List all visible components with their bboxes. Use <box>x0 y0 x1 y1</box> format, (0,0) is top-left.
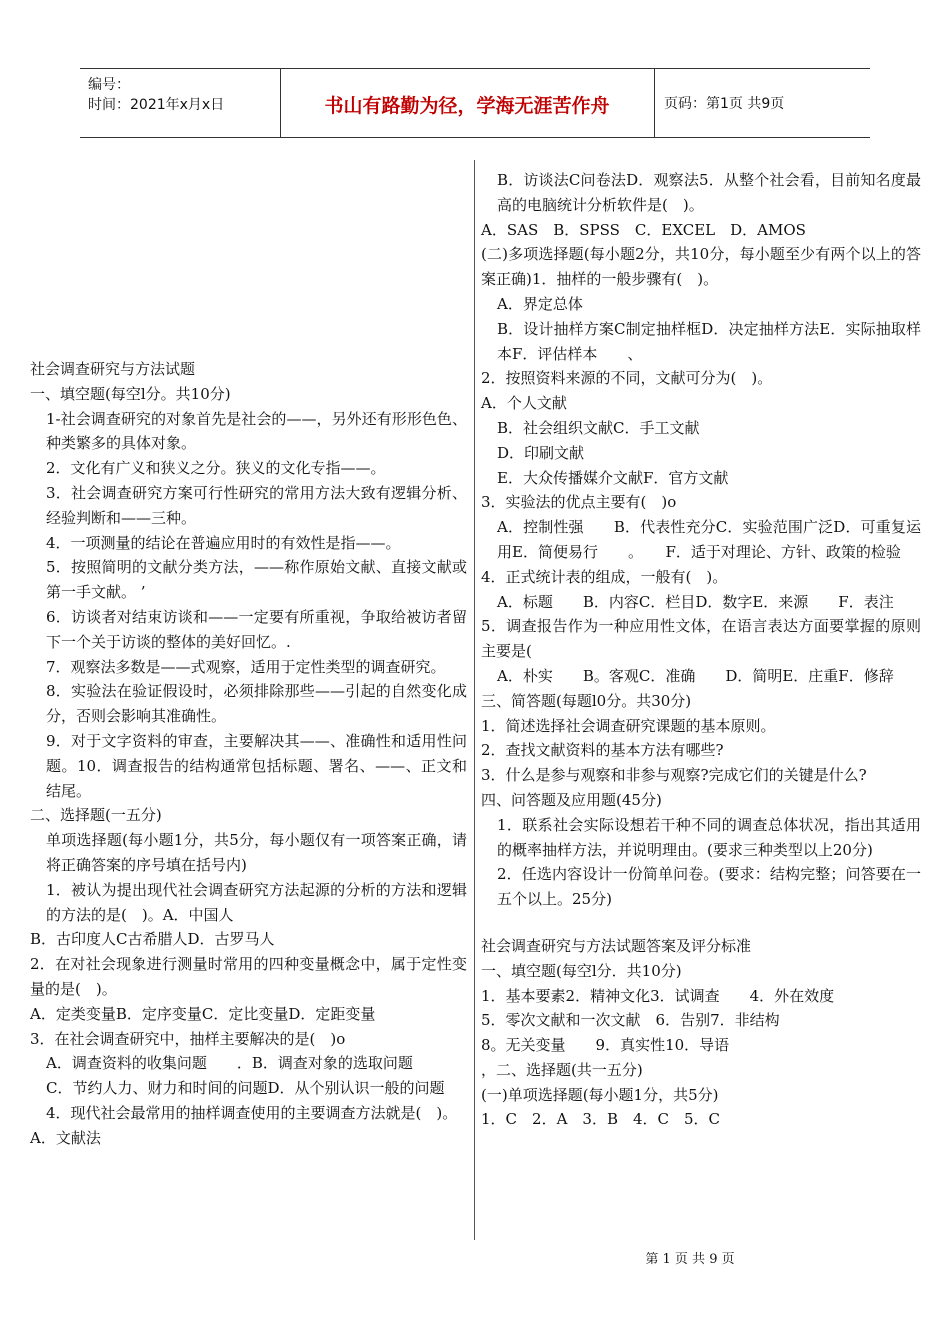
section-heading: 三、简答题(每题l0分。共30分) <box>481 691 692 710</box>
question-text: 9．对于文字资料的审查，主要解决其——、准确性和适用性问题。10．调查报告的结构通常包括标题、署名、——、正文和结尾。 <box>46 731 467 800</box>
answer-text: 5．零次文献和一次文献 6．告别7．非结构 <box>481 1011 780 1030</box>
options-text: A．控制性强 B．代表性充分C．实验范围广泛D．可重复运用E．简便易行 。 F．适于对理论、方针、政策的检验 <box>497 518 921 561</box>
options-text: A．调查资料的收集问题 ．B．调查对象的选取问题 <box>46 1054 413 1073</box>
question-text: 3．什么是参与观察和非参与观察?完成它们的关键是什么? <box>481 766 867 785</box>
question-text: 3．社会调查研究方案可行性研究的常用方法大致有逻辑分析、经验判断和——三种。 <box>46 483 467 527</box>
options-text: C．节约人力、财力和时间的问题D．从个别认识一般的问题 <box>46 1079 445 1098</box>
document-time-label: 时间：2021年x月x日 <box>88 97 225 113</box>
question-text: 2．查找文献资料的基本方法有哪些? <box>481 741 724 760</box>
question-text: 6．访谈者对结束访谈和——一定要有所重视，争取给被访者留下一个关于访谈的整体的美好回忆。. <box>46 607 467 651</box>
question-text: 2．任选内容设计一份简单问卷。(要求：结构完整；问答要在一五个以上。25分) <box>497 865 921 909</box>
page-header <box>80 68 870 138</box>
instruction-text: 单项选择题(每小题1分，共5分，每小题仅有一项答案正确，请将正确答案的序号填在括号内) <box>46 831 467 874</box>
options-text: A．文献法 <box>30 1128 101 1147</box>
question-text: 8．实验法在验证假设时，必须排除那些——引起的自然变化成分，否则会影响其准确性。 <box>46 682 467 726</box>
exam-title: 社会调查研究与方法试题 <box>30 360 196 378</box>
question-text: 2．按照资料来源的不同，文献可分为( )。 <box>481 369 773 388</box>
header-divider <box>654 69 655 137</box>
question-text: 2．文化有广义和狭义之分。狭义的文化专指——。 <box>46 459 386 478</box>
answer-text: 1．C 2．A 3．B 4．C 5．C <box>481 1110 721 1129</box>
question-text: 7．观察法多数是——式观察，适用于定性类型的调查研究。 <box>46 657 446 676</box>
options-text: D．印刷文献 <box>497 443 585 462</box>
answer-text: 1．基本要素2．精神文化3．试调查 4．外在效度 <box>481 986 835 1005</box>
answer-text: 8。无关变量 9．真实性10．导语 <box>481 1036 730 1055</box>
answer-key-title: 社会调查研究与方法试题答案及评分标准 <box>481 936 752 955</box>
question-text: 4．一项测量的结论在普遍应用时的有效性是指——。 <box>46 533 401 552</box>
options-text: E．大众传播媒介文献F．官方文献 <box>497 468 729 487</box>
header-motto: 书山有路勤为径，学海无涯苦作舟 <box>324 95 610 117</box>
question-text: 5．按照简明的文献分类方法，——称作原始文献、直接文献或第一手文献。 ’ <box>46 558 467 602</box>
right-column <box>481 168 921 1132</box>
options-text: A．标题 B．内容C．栏目D．数字E．来源 F．表注 <box>497 592 894 611</box>
page-footer: 第 1 页 共 9 页 <box>645 1252 735 1267</box>
question-text: 1-社会调查研究的对象首先是社会的——，另外还有形形色色、种类繁多的具体对象。 <box>46 409 467 453</box>
question-text: 3．实验法的优点主要有( )o <box>481 493 677 512</box>
options-text: A．界定总体 <box>497 294 583 313</box>
options-text: B．设计抽样方案C制定抽样框D．决定抽样方法E．实际抽取样本F．评估样本 、 <box>497 319 921 363</box>
question-text: 1．被认为提出现代社会调查研究方法起源的分析的方法和逻辑的方法的是( )。A．中国人 <box>46 880 467 924</box>
options-text: A．个人文献 <box>481 394 567 413</box>
section-heading: 二、选择题(一五分) <box>30 806 162 825</box>
options-text: A．定类变量B．定序变量C．定比变量D．定距变量 <box>30 1004 376 1023</box>
section-heading: ，二、选择题(共一五分) <box>481 1060 643 1079</box>
options-text: A．SAS B．SPSS C．EXCEL D．AMOS <box>481 220 806 239</box>
section-heading: (一)单项选择题(每小题1分，共5分) <box>481 1085 719 1104</box>
section-heading: 一、填空题(每空l分．共10分) <box>481 961 682 980</box>
question-text: 4．正式统计表的组成，一般有( )。 <box>481 567 728 586</box>
options-text: B．古印度人C古希腊人D．古罗马人 <box>30 930 275 949</box>
options-text: B．社会组织文献C．手工文献 <box>497 418 700 437</box>
question-text: 4．现代社会最常用的抽样调查使用的主要调查方法就是( )。 <box>46 1103 458 1122</box>
document-code-label: 编号： <box>88 77 130 93</box>
section-heading: (二)多项选择题(每小题2分，共10分，每小题至少有两个以上的答案正确)1．抽样的一般步骤有( )。 <box>481 245 921 289</box>
left-column <box>30 357 467 1151</box>
header-meta <box>88 75 224 115</box>
section-heading: 一、填空题(每空l分。共10分) <box>30 384 231 403</box>
options-text: A．朴实 B。客观C．准确 D．简明E．庄重F．修辞 <box>497 666 894 685</box>
question-text: 2．在对社会现象进行测量时常用的四种变量概念中，属于定性变量的是( )。 <box>30 955 467 998</box>
section-heading: 四、问答题及应用题(45分) <box>481 790 662 809</box>
spacer <box>481 912 921 934</box>
question-text: 5．调查报告作为一种应用性文体，在语言表达方面要掌握的原则主要是( <box>481 617 921 661</box>
question-text: 1．简述选择社会调查研究课题的基本原则。 <box>481 716 776 735</box>
column-divider <box>474 160 475 1240</box>
header-page-info: 页码：第1页 共9页 <box>664 96 785 112</box>
options-text: B．访谈法C问卷法D．观察法5．从整个社会看，目前知名度最高的电脑统计分析软件是( )。 <box>497 171 921 214</box>
question-text: 3．在社会调查研究中，抽样主要解决的是( )o <box>30 1029 346 1048</box>
question-text: 1．联系社会实际设想若干种不同的调查总体状况，指出其适用的概率抽样方法，并说明理由。(要求三种类型以上20分) <box>497 815 921 859</box>
